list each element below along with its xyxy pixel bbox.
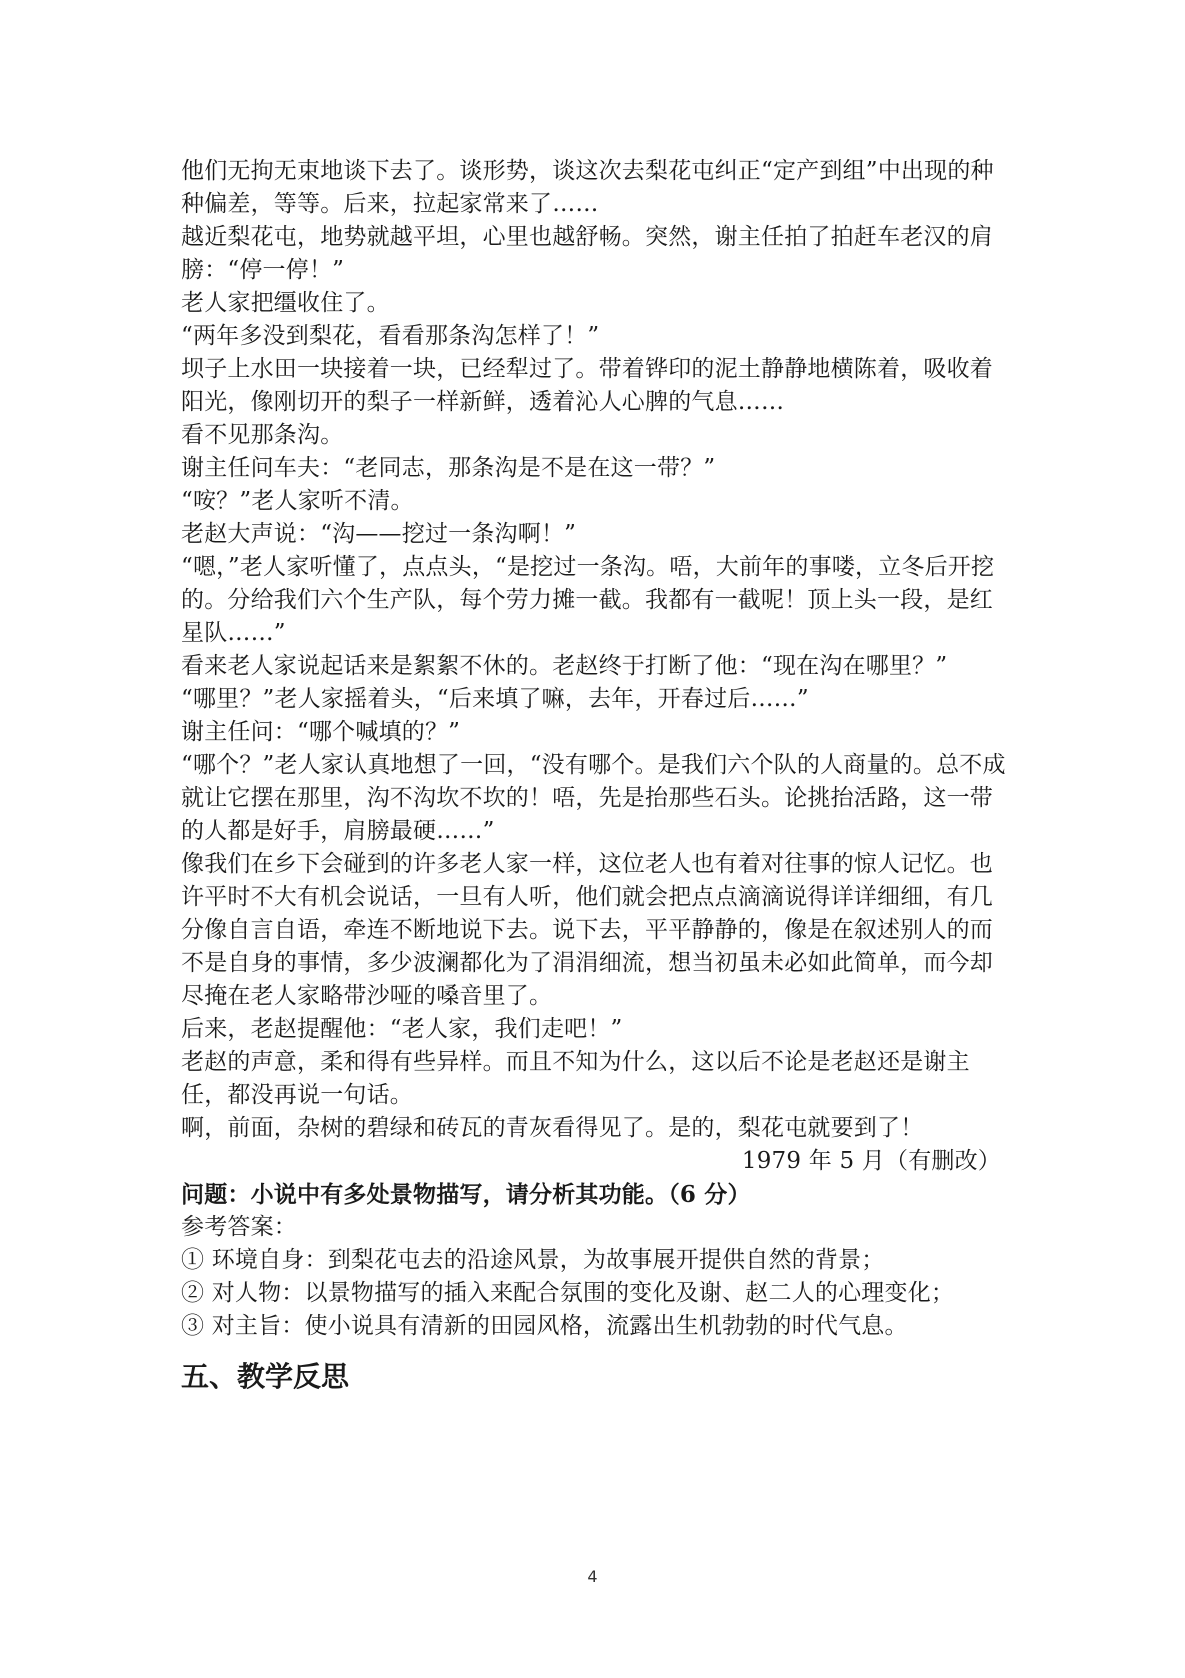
paragraph: 老赵大声说：“沟——挖过一条沟啊！”: [181, 521, 577, 547]
paragraph: 老人家把缰收住了。: [181, 290, 390, 316]
section-heading: 五、教学反思: [181, 1360, 350, 1393]
paragraph: “哪个？”老人家认真地想了一回，“没有哪个。是我们六个队的人商量的。总不成就让它摆在那里，沟不沟坎不坎的！唔，先是抬那些石头。论挑抬活路，这一带的人都是好手，肩膀最硬……”: [181, 752, 1006, 844]
paragraph: “咹？”老人家听不清。: [181, 488, 414, 514]
answer-item: ① 环境自身：到梨花屯去的沿途风景，为故事展开提供自然的背景；: [181, 1247, 885, 1273]
paragraph: “嗯，”老人家听懂了，点点头，“是挖过一条沟。唔，大前年的事喽，立冬后开挖的。分给我们六个生产队，每个劳力摊一截。我都有一截呢！顶上头一段，是红星队……”: [181, 554, 995, 646]
paragraph: 看不见那条沟。: [181, 422, 344, 448]
paragraph: 后来，老赵提醒他：“老人家，我们走吧！”: [181, 1016, 623, 1042]
paragraph: 老赵的声意，柔和得有些异样。而且不知为什么，这以后不论是老赵还是谢主任，都没再说一句话。: [181, 1049, 970, 1108]
question: 问题：小说中有多处景物描写，请分析其功能。（6 分）: [181, 1181, 751, 1208]
paragraph: 像我们在乡下会碰到的许多老人家一样，这位老人也有着对往事的惊人记忆。也许平时不大有机会说话，一旦有人听，他们就会把点点滴滴说得详详细细，有几分像自言自语，牵连不断地说下去。说下去，平平静静的，像是在叙述别人的而不是自身的事情，多少波澜都化为了涓涓细流，想当初虽未必如此简单，而今却尽掩在老人家略带沙哑的嗓音里了。: [181, 851, 993, 1009]
date-line: 1979 年 5 月（有删改）: [741, 1148, 1001, 1174]
answer-label: 参考答案：: [181, 1214, 297, 1240]
paragraph: 谢主任问车夫：“老同志，那条沟是不是在这一带？”: [181, 455, 716, 481]
answer-item: ③ 对主旨：使小说具有清新的田园风格，流露出生机勃勃的时代气息。: [181, 1313, 908, 1339]
paragraph: 看来老人家说起话来是絮絮不休的。老赵终于打断了他：“现在沟在哪里？”: [181, 653, 948, 679]
paragraph: “两年多没到梨花，看看那条沟怎样了！”: [181, 323, 600, 349]
paragraph: 越近梨花屯，地势就越平坦，心里也越舒畅。突然，谢主任拍了拍赶车老汉的肩膀：“停一停！”: [181, 224, 993, 283]
paragraph: 坝子上水田一块接着一块，已经犁过了。带着铧印的泥土静静地横陈着，吸收着阳光，像刚切开的梨子一样新鲜，透着沁人心脾的气息……: [181, 356, 993, 415]
paragraph: 啊，前面，杂树的碧绿和砖瓦的青灰看得见了。是的，梨花屯就要到了！: [181, 1115, 924, 1141]
page-number: 4: [587, 1567, 598, 1586]
document-body: [181, 155, 1011, 1343]
paragraph: 他们无拘无束地谈下去了。谈形势，谈这次去梨花屯纠正“定产到组”中出现的种种偏差，等等。后来，拉起家常来了……: [181, 158, 994, 217]
paragraph: 谢主任问：“哪个喊填的？”: [181, 719, 461, 745]
paragraph: “哪里？”老人家摇着头，“后来填了嘛，去年，开春过后……”: [181, 686, 809, 712]
answer-item: ② 对人物：以景物描写的插入来配合氛围的变化及谢、赵二人的心理变化；: [181, 1280, 955, 1306]
